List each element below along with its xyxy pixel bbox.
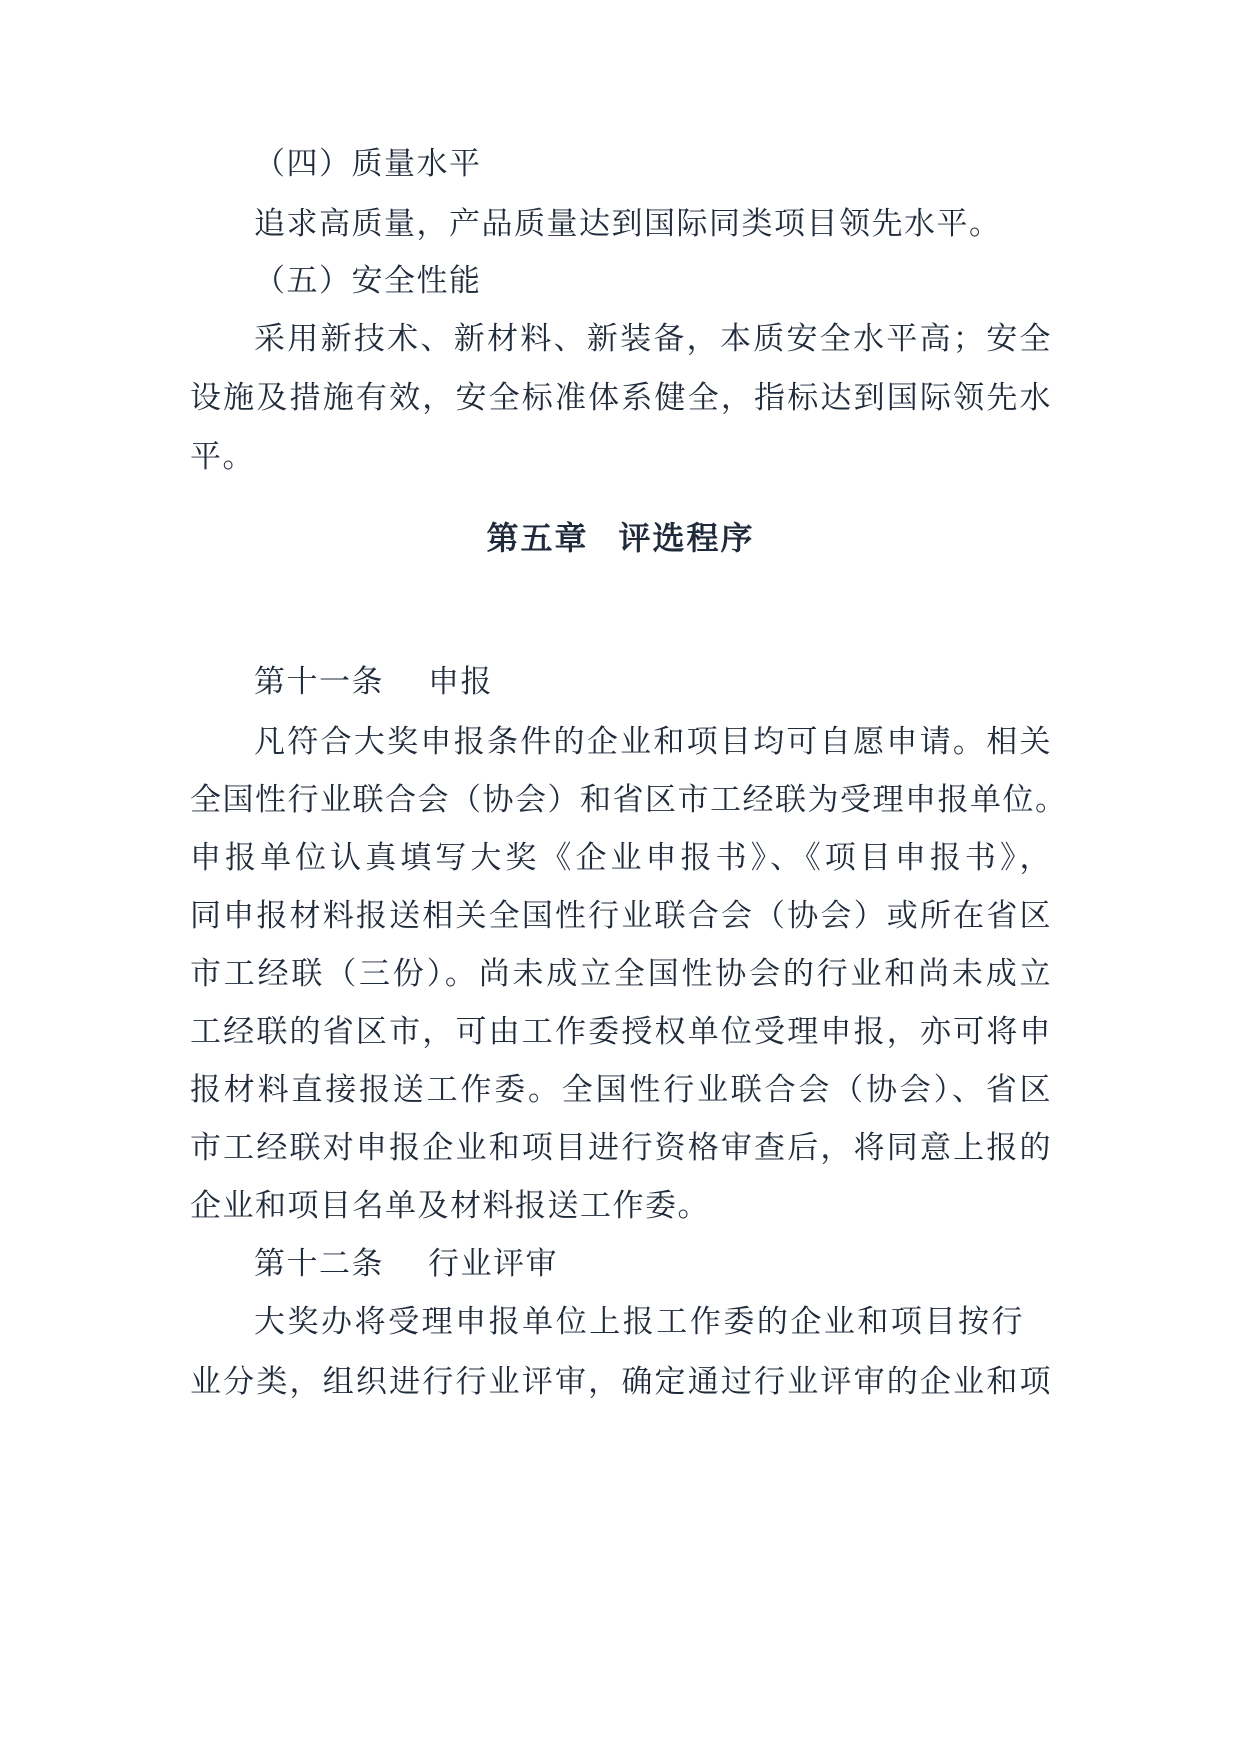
article-11-body-line-1: 凡符合大奖申报条件的企业和项目均可自愿申请。相关 [254, 724, 1052, 760]
section-five-title: （五）安全性能 [254, 263, 482, 299]
article-11-body-line-9: 企业和项目名单及材料报送工作委。 [190, 1188, 710, 1224]
article-12-title: 行业评审 [428, 1246, 558, 1282]
article-12-heading [254, 1232, 1052, 1296]
article-11-body-line-7: 报材料直接报送工作委。全国性行业联合会（协会）、省区 [190, 1072, 1052, 1108]
chapter-heading [0, 506, 1241, 570]
article-12-body-line-2: 业分类，组织进行行业评审，确定通过行业评审的企业和项 [190, 1364, 1052, 1400]
section-five-body-line-3: 平。 [190, 439, 255, 475]
section-four-body: 追求高质量，产品质量达到国际同类项目领先水平。 [254, 206, 1002, 242]
article-11-body-line-6: 工经联的省区市，可由工作委授权单位受理申报，亦可将申 [190, 1014, 1052, 1050]
article-12-body-line-1: 大奖办将受理申报单位上报工作委的企业和项目按行 [254, 1304, 1024, 1340]
article-11-title: 申报 [428, 664, 493, 700]
section-five-body-line-1: 采用新技术、新材料、新装备，本质安全水平高；安全 [254, 321, 1052, 357]
article-11-body-line-3: 申报单位认真填写大奖《企业申报书》、《项目申报书》， [190, 840, 1052, 876]
article-11-body-line-8: 市工经联对申报企业和项目进行资格审查后，将同意上报的 [190, 1130, 1052, 1166]
article-12-number: 第十二条 [254, 1246, 384, 1282]
article-11-body-line-4: 同申报材料报送相关全国性行业联合会（协会）或所在省区 [190, 898, 1052, 934]
chapter-title: 评选程序 [618, 519, 755, 557]
article-11-number: 第十一条 [254, 664, 384, 700]
article-11-body-line-2: 全国性行业联合会（协会）和省区市工经联为受理申报单位。 [190, 782, 1068, 818]
section-five-body-line-2: 设施及措施有效，安全标准体系健全，指标达到国际领先水 [190, 380, 1052, 416]
section-four-title: （四）质量水平 [254, 146, 482, 182]
article-11-body-line-5: 市工经联（三份）。尚未成立全国性协会的行业和尚未成立 [190, 956, 1052, 992]
chapter-number: 第五章 [486, 519, 589, 557]
article-11-heading [254, 650, 1052, 714]
